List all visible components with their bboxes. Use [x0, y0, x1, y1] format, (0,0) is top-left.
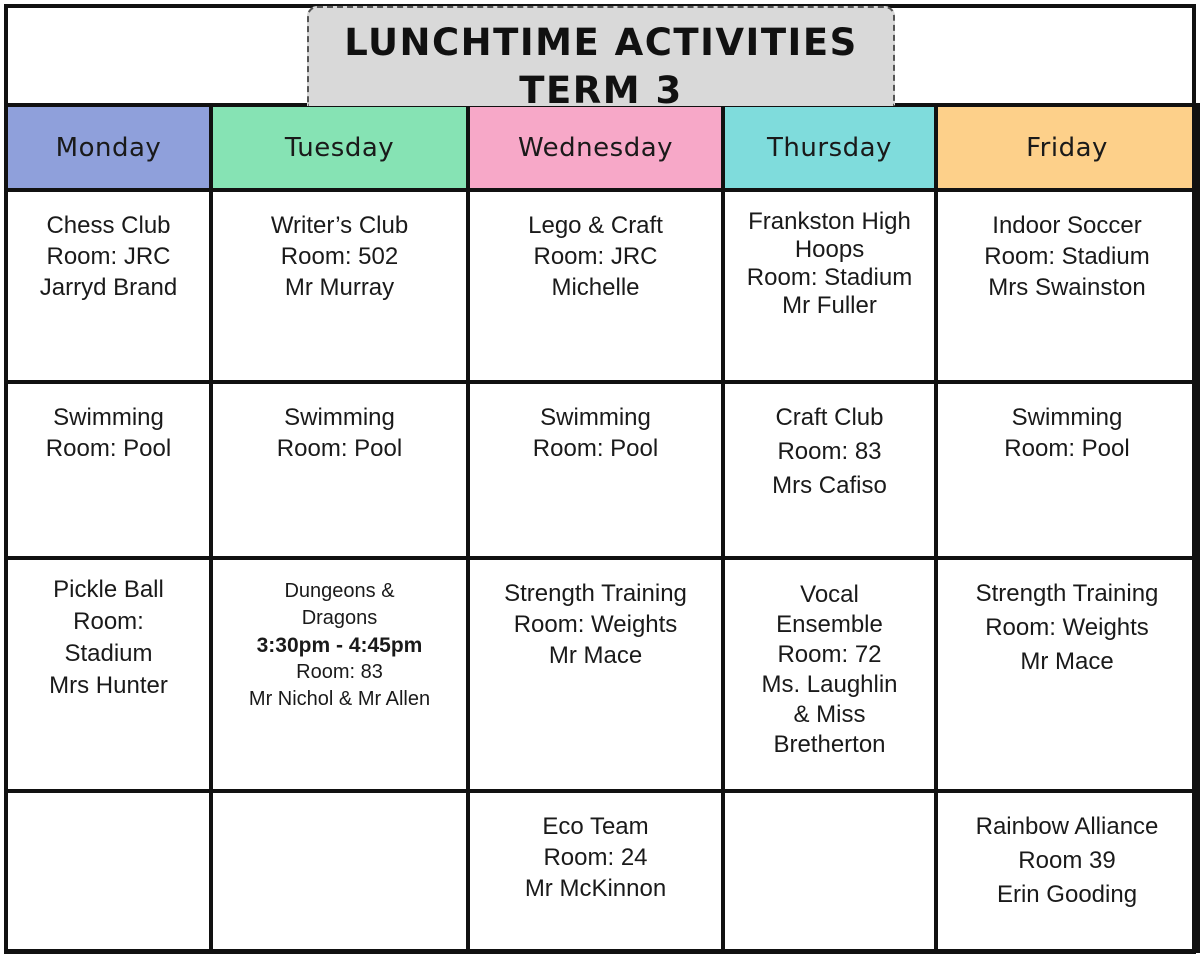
activity-teacher: Mr Nichol & Mr Allen	[248, 688, 431, 710]
activity-cell-tuesday-2	[211, 382, 468, 558]
activity-teacher-cont: Bretherton	[773, 731, 886, 758]
activity-name: Swimming	[1011, 404, 1123, 431]
activity-room: Room: 83	[777, 438, 882, 465]
activity-room: Room: Weights	[985, 614, 1149, 641]
activity-teacher-cont: & Miss	[793, 701, 866, 728]
page-title: LUNCHTIME ACTIVITIES	[344, 21, 858, 64]
table-row	[6, 190, 1198, 382]
activity-name: Vocal	[800, 581, 859, 608]
activity-name: Strength Training	[975, 580, 1159, 607]
activity-cell-monday-1	[6, 190, 211, 382]
day-header-row	[6, 105, 1198, 190]
activity-name: Indoor Soccer	[992, 212, 1142, 239]
activity-cell-monday-4	[6, 791, 211, 951]
activity-room: Room: Pool	[45, 435, 172, 462]
activity-room: Room: JRC	[533, 243, 658, 270]
table-row	[6, 791, 1198, 951]
activity-name: Strength Training	[504, 580, 687, 607]
day-header-tuesday: Tuesday	[211, 105, 468, 190]
activity-cell-wednesday-3	[468, 558, 723, 791]
activity-cell-wednesday-4	[468, 791, 723, 951]
activity-cell-wednesday-2	[468, 382, 723, 558]
activity-cell-wednesday-1	[468, 190, 723, 382]
activity-room-label: Room:	[73, 608, 144, 635]
activity-teacher: Mr Mace	[548, 642, 643, 669]
activity-name-cont: Dragons	[301, 607, 378, 629]
activity-teacher: Mr Murray	[284, 274, 395, 301]
activity-teacher: Erin Gooding	[996, 881, 1138, 908]
activity-room: Room 39	[1018, 847, 1116, 874]
activity-name: Chess Club	[46, 212, 171, 239]
activity-teacher: Ms. Laughlin	[761, 671, 898, 698]
activity-room: Room: Pool	[532, 435, 659, 462]
activity-cell-thursday-3	[723, 558, 936, 791]
activity-cell-friday-4	[936, 791, 1198, 951]
activity-room: Room: JRC	[46, 243, 171, 270]
day-header-friday: Friday	[936, 105, 1198, 190]
activity-teacher: Mr Fuller	[782, 292, 877, 319]
activity-name: Craft Club	[775, 404, 884, 431]
activity-room: Room: 502	[280, 243, 399, 270]
activity-cell-thursday-4	[723, 791, 936, 951]
activity-room: Room: 24	[543, 844, 648, 871]
activities-table	[4, 103, 1200, 953]
activity-cell-tuesday-1	[211, 190, 468, 382]
table-row	[6, 558, 1198, 791]
activity-teacher: Mrs Swainston	[988, 274, 1146, 301]
activity-cell-friday-2	[936, 382, 1198, 558]
activity-cell-tuesday-4	[211, 791, 468, 951]
table-row	[6, 382, 1198, 558]
activity-cell-tuesday-3	[211, 558, 468, 791]
activity-room: Room: 72	[777, 641, 882, 668]
activity-teacher: Mr McKinnon	[524, 875, 667, 902]
title-banner	[307, 6, 895, 112]
activity-teacher: Mrs Cafiso	[772, 472, 887, 499]
activity-teacher: Jarryd Brand	[39, 274, 178, 301]
activity-name: Pickle Ball	[53, 576, 164, 603]
activity-room: Room: 83	[296, 661, 383, 683]
activity-name: Swimming	[284, 404, 395, 431]
activity-name: Writer’s Club	[270, 212, 409, 239]
day-header-wednesday: Wednesday	[468, 105, 723, 190]
activity-room: Room: Stadium	[984, 243, 1150, 270]
activity-cell-thursday-1	[723, 190, 936, 382]
activity-room: Room: Pool	[1004, 435, 1130, 462]
activity-cell-friday-3	[936, 558, 1198, 791]
day-header-thursday: Thursday	[723, 105, 936, 190]
activity-teacher: Mrs Hunter	[49, 672, 168, 699]
activity-teacher: Michelle	[551, 274, 640, 301]
activity-name: Frankston High	[748, 208, 911, 235]
activity-name: Lego & Craft	[528, 212, 663, 239]
page-subtitle-term: TERM 3	[519, 69, 683, 112]
activity-name: Swimming	[53, 404, 164, 431]
activity-cell-monday-3	[6, 558, 211, 791]
activity-room: Room: Pool	[276, 435, 403, 462]
activity-name: Rainbow Alliance	[975, 813, 1159, 840]
activity-time: 3:30pm - 4:45pm	[256, 634, 423, 657]
activity-name-cont: Ensemble	[776, 611, 883, 638]
activity-cell-monday-2	[6, 382, 211, 558]
activity-room: Stadium	[64, 640, 153, 667]
activity-room: Room: Weights	[513, 611, 678, 638]
activity-cell-friday-1	[936, 190, 1198, 382]
day-header-monday: Monday	[6, 105, 211, 190]
activity-name-cont: Hoops	[794, 236, 865, 263]
activity-room: Room: Stadium	[746, 264, 913, 291]
activity-name: Swimming	[540, 404, 651, 431]
activity-name: Eco Team	[542, 813, 649, 840]
activity-cell-thursday-2	[723, 382, 936, 558]
activity-teacher: Mr Mace	[1020, 648, 1114, 675]
activity-name: Dungeons &	[284, 580, 395, 602]
